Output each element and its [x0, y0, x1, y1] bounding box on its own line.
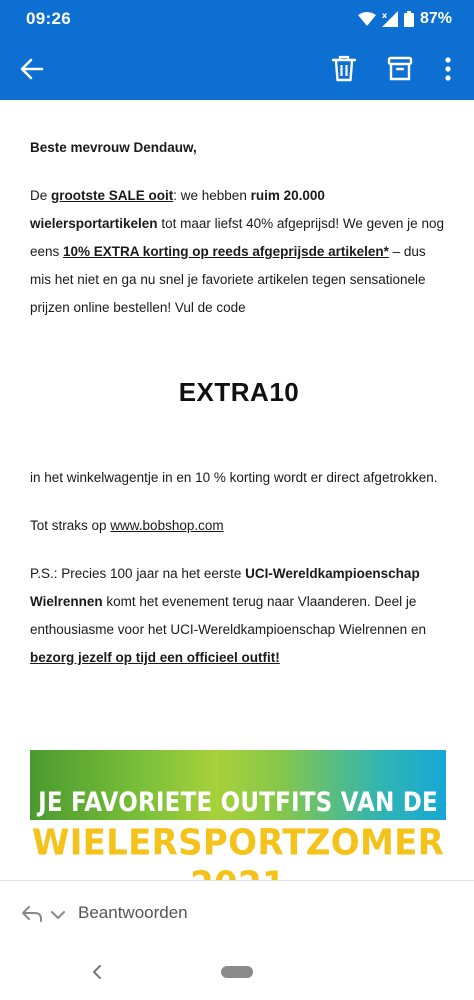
signal-icon [382, 11, 398, 27]
wifi-icon [358, 12, 376, 26]
extra-discount-link[interactable]: 10% EXTRA korting op reeds afgeprijsde artikelen* [63, 244, 389, 259]
system-nav-bar [0, 946, 474, 1000]
greeting: Beste mevrouw Dendauw, [30, 140, 197, 155]
svg-text:x: x [381, 11, 388, 20]
intro-text-3: : we hebben [173, 188, 251, 203]
app-bar [0, 38, 474, 100]
ps-paragraph [30, 560, 448, 672]
intro-text-5: tot maar liefst 40% afgeprijsd! We geven je nog eens [30, 216, 444, 259]
intro-paragraph [30, 182, 448, 322]
banner-headline: JE FAVORIETE OUTFITS VAN DE [38, 788, 438, 818]
archive-icon [386, 53, 414, 85]
email-body [30, 100, 448, 672]
ps-text-3: komt het evenement terug naar Vlaanderen. Deel je enthousiasme voor het UCI-Wereldkampioenschap Wielrennen en [30, 594, 426, 637]
archive-button[interactable] [386, 53, 414, 85]
bobshop-link[interactable]: www.bobshop.com [110, 518, 224, 533]
trash-icon [330, 53, 358, 85]
signoff-text: Tot straks op [30, 518, 111, 533]
nav-home-pill[interactable] [221, 966, 253, 978]
back-button[interactable] [16, 53, 48, 85]
promo-banner[interactable] [30, 750, 446, 870]
intro-text-7: – dus mis het niet en ga nu snel je favoriete artikelen tegen sensationele prijzen online bestellen! Vul de code [30, 244, 426, 315]
reply-bar[interactable] [0, 880, 474, 946]
signoff-paragraph [30, 512, 448, 540]
more-vertical-icon [440, 53, 456, 85]
battery-percentage: 87% [419, 10, 452, 27]
reply-label[interactable]: Beantwoorden [78, 903, 188, 922]
battery-icon [404, 11, 414, 27]
discount-code: EXTRA10 [178, 377, 300, 407]
status-bar [0, 0, 474, 38]
arrow-left-icon [16, 53, 48, 85]
code-instructions: in het winkelwagentje in en 10 % korting wordt er direct afgetrokken. [30, 470, 438, 485]
status-icons [358, 10, 452, 28]
intro-text-4: ruim 20.000 wielersportartikelen [30, 188, 325, 231]
ps-text-1: P.S.: Precies 100 jaar na het eerste [30, 566, 246, 581]
intro-text-1: De [30, 188, 52, 203]
outfit-link[interactable]: bezorg jezelf op tijd een officieel outfit! [30, 650, 280, 665]
ps-text-2: UCI-Wereldkampioenschap Wielrennen [30, 566, 420, 609]
banner-subheadline: WIELERSPORTZOMER [31, 822, 445, 864]
status-time: 09:26 [26, 9, 71, 28]
nav-back-icon[interactable] [90, 963, 104, 986]
more-options-button[interactable] [440, 53, 456, 85]
reply-icon [20, 904, 44, 929]
delete-button[interactable] [330, 53, 358, 85]
chevron-down-icon[interactable] [50, 908, 66, 926]
sale-link[interactable]: grootste SALE ooit [51, 188, 174, 203]
